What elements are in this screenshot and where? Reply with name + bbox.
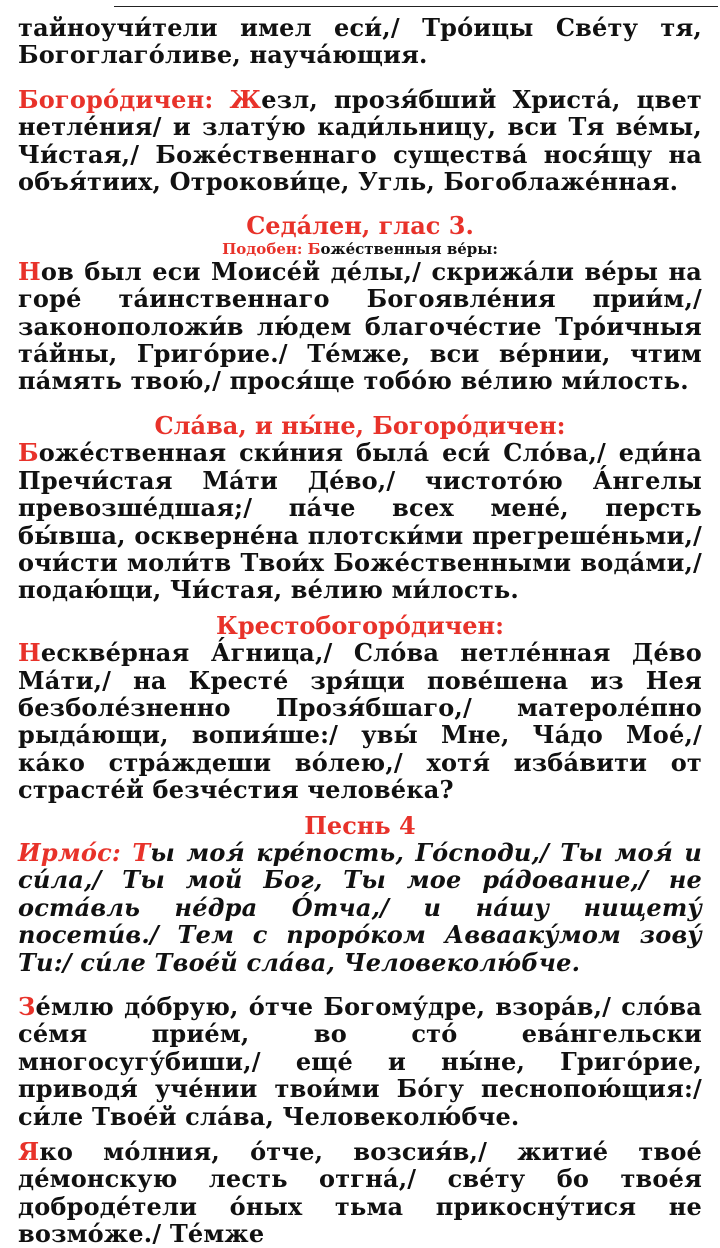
paragraph-text: ко мо́лния, о́тче, возсия́в,/ житие́ твое́ де́монскую лесть отгна́,/ све́ту бо твое́я доброде́тели о́ных тьма прикосну́тися не возмо́же./ Те́мже [18, 1137, 702, 1248]
rubric-label: Подобен: [222, 239, 308, 258]
initial-letter: Н [18, 256, 41, 286]
paragraph-text: оже́ственная ски́ния была́ еси́ Сло́ва,/ еди́на Пречи́стая Ма́ти Де́во,/ чистото́ю А́нгелы превозше́дшая;/ па́че всех мене́, персть бы́вша, оскверне́на плотски́ми прегреше́ньми,/ очи́сти моли́тв Твои́х Боже́ственными вода́ми,/ подаю́щи, Чи́стая, ве́лию ми́лость. [18, 438, 702, 605]
paragraph-slava [18, 439, 702, 603]
paragraph-sedalen [18, 258, 702, 395]
initial-letter: Б [18, 438, 39, 468]
paragraph-troparion-2 [18, 1138, 702, 1248]
initial-letter: Б [307, 239, 321, 258]
heading-krestobogorodichen: Крестобогоро́дичен: [216, 610, 504, 640]
heading-sedalen: Седа́лен, глас 3. [246, 211, 474, 241]
heading-slava: Сла́ва, и ны́не, Богоро́дичен: [154, 410, 566, 440]
initial-letter: Н [18, 638, 41, 668]
paragraph-text: е́млю до́брую, о́тче Богому́дре, взора́в,/ сло́ва се́мя прие́м, во сто́ ева́нгельски многосугу́биши,/ еще́ и ны́не, Григо́рие, приводя́ уче́нии твои́ми Бо́гу песнопою́щия:/ си́ле Твое́й сла́ва, Человеколю́бче. [18, 992, 702, 1131]
subheading-podoben [18, 240, 702, 258]
paragraph-bogorodichen [18, 86, 702, 196]
top-rule [114, 6, 718, 7]
subheading-text: оже́ственныя ве́ры: [320, 239, 498, 258]
initial-letter: З [18, 992, 36, 1021]
paragraph-text: ы моя́ кре́пость, Го́споди,/ Ты моя́ и си́ла,/ Ты мой Бог, Ты мое ра́дование,/ не оста́вль не́дра О́тча,/ и на́шу нищету́ посети́в./ Тем с проро́ком Аввааку́мом зову́ Ти:/ си́ле Твое́й сла́ва, Человеколю́бче. [18, 837, 703, 977]
paragraph-text: есквéрная А́гница,/ Сло́ва нетле́нная Де́во Ма́ти,/ на Кресте́ зря́щи пове́шена из Нея безболе́зненно Прозя́бшаго,/ матероле́пно рыда́ющи, вопия́ше:/ увы́ Мне, Ча́до Мое́,/ ка́ко стра́ждеши во́лею,/ хотя́ изба́вити от страсте́й безче́стия челове́ка? [18, 638, 702, 805]
rubric-label: Богоро́дичен: [18, 84, 230, 114]
heading-pesn: Песнь 4 [304, 810, 416, 840]
paragraph-krestobogorodichen [18, 639, 702, 803]
initial-letter: Т [132, 837, 151, 867]
paragraph-text: тайноучи́тели имел еси́,/ Тро́ицы Све́ту тя, Богоглаго́ливе, науча́ющия. [18, 13, 702, 70]
rubric-label: Ирмо́с: [18, 837, 133, 867]
paragraph-text: ов был еси Моисе́й де́лы,/ скрижа́ли ве́ры на горе́ та́инственнаго Богоявле́ния прии́м,/ законоположи́в лю́дем благоче́стие Тро́ичныя та́йны, Григо́рие./ Те́мже, вси ве́рнии, чтим па́мять твою́,/ прося́ще тобо́ю ве́лию ми́лость. [18, 256, 702, 396]
initial-letter: Я [18, 1137, 40, 1167]
book-page [18, 0, 703, 1248]
paragraph-irmos [18, 839, 702, 976]
paragraph-continuation [18, 14, 702, 69]
text-column [18, 14, 702, 1248]
paragraph-troparion-1 [18, 993, 702, 1130]
paragraph-text: езл, прозя́бший Христа́, цвет нетле́ния/ и злату́ю кади́льницу, вси Тя ве́мы, Чи́стая,/ Боже́ственнаго существа́ нося́щу на объя́тиих, Отрокови́це, Угль, Богоблаже́нная. [18, 84, 702, 197]
initial-letter: Ж [229, 84, 262, 114]
